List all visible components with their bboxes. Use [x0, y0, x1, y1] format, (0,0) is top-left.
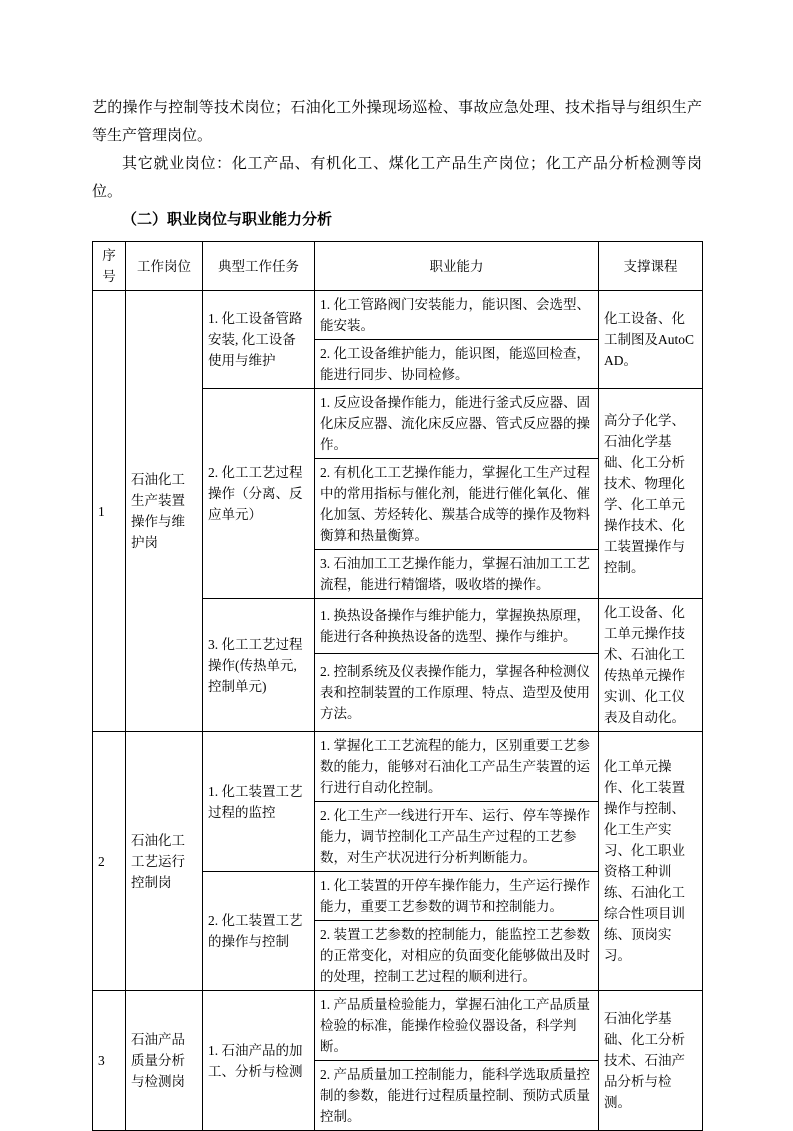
table-row [93, 991, 703, 1061]
header-no: 序号 [93, 242, 126, 291]
table-row [93, 732, 703, 802]
header-course: 支撑课程 [599, 242, 703, 291]
ability-cell: 1. 掌握化工工艺流程的能力，区别重要工艺参数的能力，能够对石油化工产品生产装置的运行进行自动化控制。 [315, 732, 599, 802]
position-cell: 石油产品质量分析与检测岗 [126, 991, 203, 1131]
job-ability-analysis-table [92, 241, 703, 1131]
other-jobs-paragraph: 其它就业岗位：化工产品、有机化工、煤化工产品生产岗位；化工产品分析检测等岗位。 [92, 156, 702, 200]
row-number-cell: 1 [93, 291, 126, 732]
task-cell: 2. 化工装置工艺的操作与控制 [203, 872, 315, 991]
ability-cell: 2. 化工生产一线进行开车、运行、停车等操作能力，调节控制化工产品生产过程的工艺参数，对生产状况进行分析判断能力。 [315, 802, 599, 872]
ability-cell: 1. 化工装置的开停车操作能力，生产运行操作能力，重要工艺参数的调节和控制能力。 [315, 872, 599, 921]
position-cell: 石油化工生产装置操作与维护岗 [126, 291, 203, 732]
ability-cell: 1. 反应设备操作能力，能进行釜式反应器、固化床反应器、流化床反应器、管式反应器的操作。 [315, 389, 599, 459]
course-cell: 高分子化学、石油化学基础、化工分析技术、物理化学、化工单元操作技术、化工装置操作与控制。 [599, 389, 703, 599]
row-number-cell: 3 [93, 991, 126, 1131]
section-heading: （二）职业岗位与职业能力分析 [122, 212, 333, 228]
task-cell: 1. 化工设备管路安装, 化工设备使用与维护 [203, 291, 315, 389]
ability-cell: 1. 换热设备操作与维护能力，掌握换热原理，能进行各种换热设备的选型、操作与维护。 [315, 599, 599, 654]
course-cell: 化工单元操作、化工装置操作与控制、化工生产实习、化工职业资格工种训练、石油化工综合性项目训练、顶岗实习。 [599, 732, 703, 991]
ability-cell: 1. 化工管路阀门安装能力，能识图、会选型、能安装。 [315, 291, 599, 340]
ability-cell: 1. 产品质量检验能力，掌握石油化工产品质量检验的标准，能操作检验仪器设备，科学判断。 [315, 991, 599, 1061]
header-ability: 职业能力 [315, 242, 599, 291]
ability-cell: 2. 产品质量加工控制能力，能科学选取质量控制的参数，能进行过程质量控制、预防式质量控制。 [315, 1061, 599, 1131]
position-cell: 石油化工工艺运行控制岗 [126, 732, 203, 991]
ability-cell: 2. 装置工艺参数的控制能力，能监控工艺参数的正常变化，对相应的负面变化能够做出及时的处理，控制工艺过程的顺利进行。 [315, 921, 599, 991]
table-header-row [93, 242, 703, 291]
ability-cell: 2. 有机化工工艺操作能力，掌握化工生产过程中的常用指标与催化剂，能进行催化氧化、催化加氢、芳烃转化、羰基合成等的操作及物料衡算和热量衡算。 [315, 459, 599, 550]
ability-cell: 2. 控制系统及仪表操作能力，掌握各种检测仪表和控制装置的工作原理、特点、造型及使用方法。 [315, 653, 599, 731]
task-cell: 1. 石油产品的加工、分析与检测 [203, 991, 315, 1131]
task-cell: 2. 化工工艺过程操作（分离、反应单元） [203, 389, 315, 599]
intro-paragraph: 艺的操作与控制等技术岗位；石油化工外操现场巡检、事故应急处理、技术指导与组织生产等生产管理岗位。 [92, 100, 702, 144]
course-cell: 石油化学基础、化工分析技术、石油产品分析与检测。 [599, 991, 703, 1131]
task-cell: 3. 化工工艺过程操作(传热单元, 控制单元) [203, 599, 315, 732]
table-row [93, 291, 703, 340]
row-number-cell: 2 [93, 732, 126, 991]
header-task: 典型工作任务 [203, 242, 315, 291]
task-cell: 1. 化工装置工艺过程的监控 [203, 732, 315, 872]
header-position: 工作岗位 [126, 242, 203, 291]
course-cell: 化工设备、化工制图及AutoCAD。 [599, 291, 703, 389]
ability-cell: 3. 石油加工工艺操作能力，掌握石油加工工艺流程，能进行精馏塔，吸收塔的操作。 [315, 550, 599, 599]
ability-cell: 2. 化工设备维护能力，能识图，能巡回检查，能进行同步、协同检修。 [315, 340, 599, 389]
course-cell: 化工设备、化工单元操作技术、石油化工传热单元操作实训、化工仪表及自动化。 [599, 599, 703, 732]
